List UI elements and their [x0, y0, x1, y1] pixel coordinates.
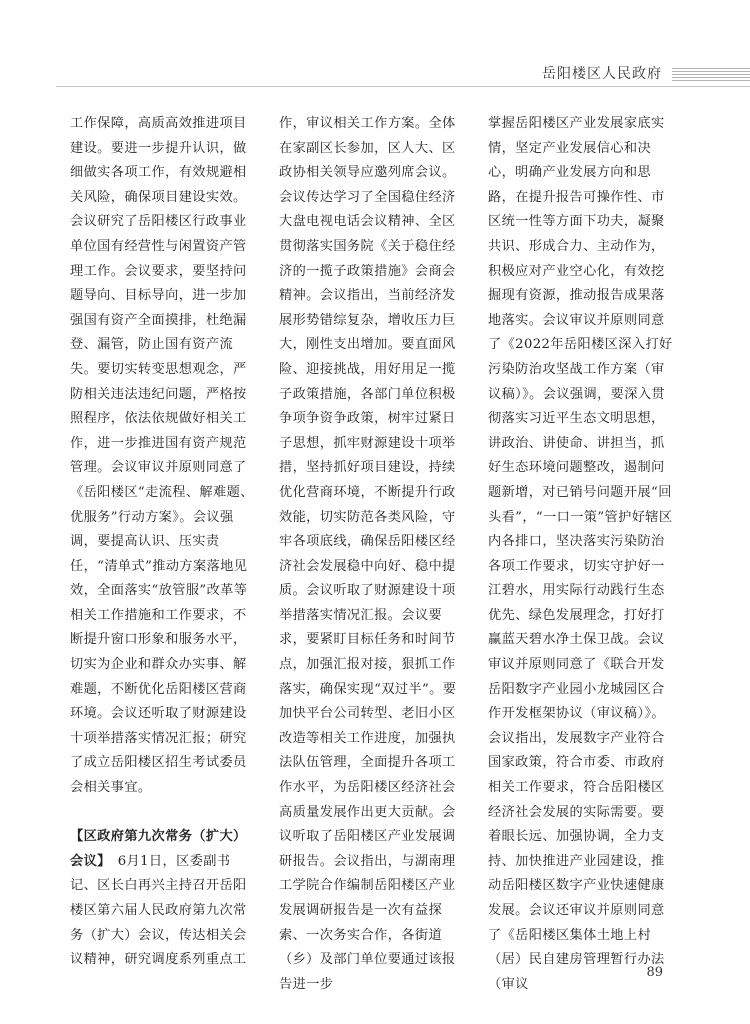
section-body: 6月1日，区委副书记、区长白再兴主持召开岳阳楼区第六届人民政府第九次常务（扩大）会议，传达相关会议精神，研究调度系列重点工: [70, 853, 247, 968]
text-column-2: [279, 112, 465, 997]
text-column-1: [70, 112, 256, 973]
header-rule: [56, 86, 750, 87]
section-title: 【区政府第九次常务（扩大）会议】: [70, 829, 247, 869]
section-paragraph: [70, 825, 256, 973]
body-paragraph: 掌握岳阳楼区产业发展家底实情，坚定产业发展信心和决心，明确产业发展方向和思路，在提升报告可操作性、市区统一性等方面下功夫，凝聚共识、形成合力、主动作为，积极应对产业空心化，有效挖掘现有资源，推动报告成果落地落实。会议审议并原则同意了《2022年岳阳楼区深入打好污染防治攻坚战工作方案（审议稿）》。会议强调，要深入贯彻落实习近平生态文明思想，讲政治、讲使命、讲担当，抓好生态环境问题整改，遏制问题新增，对已销号问题开展“回头看”，“一口一策”管护好辖区内各排口，坚决落实污染防治各项工作要求，切实守护好一江碧水，用实际行动践行生态优先、绿色发展理念，打好打赢蓝天碧水净土保卫战。会议审议并原则同意了《联合开发岳阳数字产业园小龙城园区合作开发框架协议（审议稿）》。会议指出，发展数字产业符合国家政策，符合市委、市政府相关工作要求，符合岳阳楼区经济社会发展的实际需要。要着眼长远、加强协调，全力支持、加快推进产业园建设，推动岳阳楼区数字产业快速健康发展。会议还审议并原则同意了《岳阳楼区集体土地上村（居）民自建房管理暂行办法（审议: [488, 116, 673, 992]
page-number: 89: [646, 965, 663, 980]
running-header-title: 岳阳楼区人民政府: [542, 66, 662, 82]
body-paragraph: 作，审议相关工作方案。全体在家副区长参加，区人大、区政协相关领导应邀列席会议。会议传达学习了全国稳住经济大盘电视电话会议精神、全区贯彻落实国务院《关于稳住经济的一揽子政策措施》会商会精神。会议指出，当前经济发展形势错综复杂，增收压力巨大，刚性支出增加。要直面风险、迎接挑战，用好用足一揽子政策措施，各部门单位积极争项争资争政策，树牢过紧日子思想，抓牢财源建设十项举措，坚持抓好项目建设，持续优化营商环境，不断提升行政效能，切实防范各类风险，守牢各项底线，确保岳阳楼区经济社会发展稳中向好、稳中提质。会议听取了财源建设十项举措落实情况汇报。会议要求，要紧盯目标任务和时间节点，加强汇报对接，狠抓工作落实，确保实现“双过半”。要加快平台公司转型、老旧小区改造等相关工作进度，加强执法队伍管理，全面提升各项工作水平，为岳阳楼区经济社会高质量发展作出更大贡献。会议听取了岳阳楼区产业发展调研报告。会议指出，与湖南理工学院合作编制岳阳楼区产业发展调研报告是一次有益探索、一次务实合作，各街道（乡）及部门单位要通过该报告进一步: [279, 116, 457, 992]
text-column-3: [488, 112, 674, 997]
header-decoration-stripes: [672, 68, 750, 82]
body-paragraph: 工作保障，高质高效推进项目建设。要进一步提升认识，做细做实各项工作，有效规避相关风险，确保项目建设实效。会议研究了岳阳楼区行政事业单位国有经营性与闲置资产管理工作。会议要求，要坚持问题导向、目标导向，进一步加强国有资产全面摸排，杜绝漏登、漏管，防止国有资产流失。要切实转变思想观念，严防相关违法违纪问题，严格按照程序，依法依规做好相关工作，进一步推进国有资产规范管理。会议审议并原则同意了《岳阳楼区“走流程、解难题、优服务”行动方案》。会议强调，要提高认识、压实责任，“清单式”推动方案落地见效，全面落实“放管服”改革等相关工作措施和工作要求，不断提升窗口形象和服务水平，切实为企业和群众办实事、解难题，不断优化岳阳楼区营商环境。会议还听取了财源建设十项举措落实情况汇报；研究了成立岳阳楼区招生考试委员会相关事宜。: [70, 116, 254, 796]
